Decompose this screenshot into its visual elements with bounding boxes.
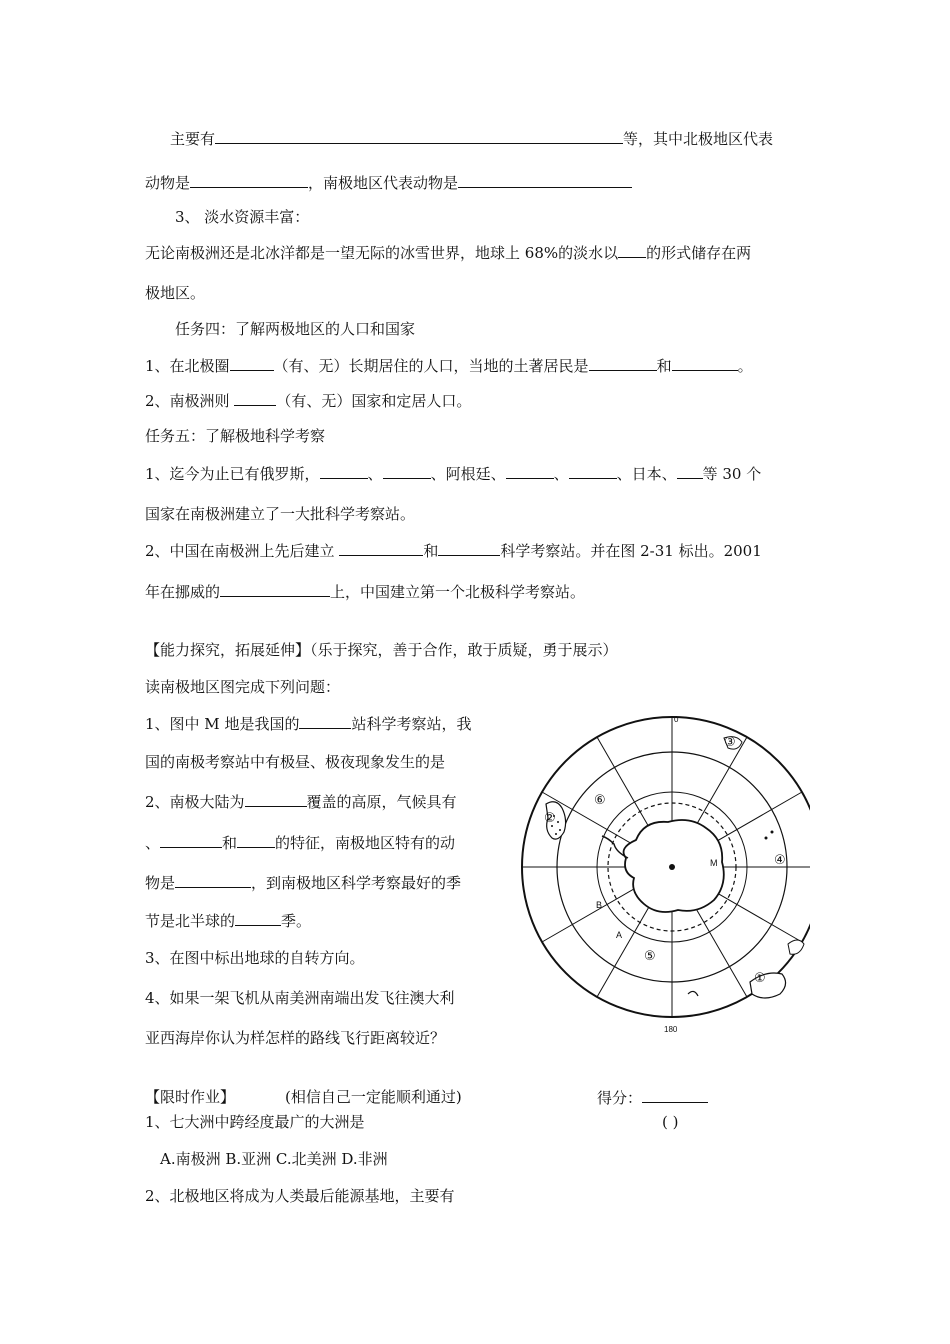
text: 、: [145, 834, 161, 852]
text: 、日本、: [616, 465, 677, 483]
task5-q1-cont: 国家在南极洲建立了一大批科学考察站。: [145, 505, 416, 523]
text: 的形式储存在两: [646, 244, 752, 262]
blank-norway-place[interactable]: [220, 581, 330, 597]
text: 季。: [281, 912, 312, 930]
text: 和: [222, 834, 238, 852]
task5-q2: [145, 540, 762, 561]
blank-antarctic-animal[interactable]: [458, 172, 632, 188]
text: 1、在北极圈: [145, 357, 230, 375]
score-label: 得分：: [597, 1089, 643, 1107]
island: [765, 837, 768, 840]
text: 节是北半球的: [145, 912, 236, 930]
text: 覆盖的高原，气候具有: [306, 793, 457, 811]
score-blank[interactable]: [642, 1087, 708, 1103]
text: 等，其中北极地区代表: [623, 130, 774, 148]
blank-station-1[interactable]: [339, 540, 423, 556]
text: （有、无）国家和定居人口。: [276, 392, 472, 410]
blank-animal[interactable]: [175, 872, 251, 888]
ability-q2-line2: [145, 832, 455, 853]
blank-m-station[interactable]: [299, 713, 351, 729]
text: 的特征，南极地区特有的动: [275, 834, 456, 852]
island-south: [688, 991, 698, 996]
blank-native-2[interactable]: [672, 355, 738, 371]
task4-q2: [145, 390, 471, 411]
blank-arctic-pop[interactable]: [230, 355, 274, 371]
label-a: A: [616, 930, 623, 940]
text: 动物是: [145, 174, 191, 192]
text: 等 30 个: [702, 465, 762, 483]
text: 站科学考察站，我: [351, 715, 472, 733]
label-circled-6: ⑥: [594, 793, 606, 808]
task4-heading: 任务四：了解两极地区的人口和国家: [175, 320, 416, 338]
text: 、: [367, 465, 383, 483]
homework-q1-options: A.南极洲 B.亚洲 C.北美洲 D.非洲: [160, 1150, 388, 1168]
text: 2、南极洲则: [145, 392, 235, 410]
blank-country-1[interactable]: [320, 463, 368, 479]
homework-q1: 1、七大洲中跨经度最广的大洲是: [145, 1113, 365, 1131]
text: 、阿根廷、: [430, 465, 506, 483]
blank-resources[interactable]: [215, 128, 623, 144]
label-m: M: [710, 858, 718, 868]
label-circled-3: ③: [724, 735, 736, 750]
ability-q1: [145, 713, 471, 734]
text: 无论南极洲还是北冰洋都是一望无际的冰雪世界，地球上 68%的淡水以: [145, 244, 619, 262]
label-circled-2: ②: [544, 811, 556, 826]
homework-q1-answer[interactable]: ( ): [662, 1113, 679, 1131]
blank-country-4[interactable]: [569, 463, 617, 479]
label-b: B: [596, 900, 603, 910]
blank-arctic-animal[interactable]: [190, 172, 308, 188]
text: （有、无）长期居住的人口，当地的土著居民是: [273, 357, 589, 375]
blank-covering[interactable]: [245, 791, 307, 807]
heading-fresh-water: 3、 淡水资源丰富：: [175, 208, 310, 226]
text: 主要有: [170, 130, 216, 148]
task5-q2-cont: [145, 581, 585, 602]
blank-antarctic-pop[interactable]: [234, 390, 276, 406]
ability-q1-cont: 国的南极考察站中有极昼、极夜现象发生的是: [145, 753, 446, 771]
ability-q4: 4、如果一架飞机从南美洲南端出发飞往澳大利: [145, 989, 455, 1007]
homework-score: [597, 1087, 708, 1108]
label-circled-1: ①: [754, 971, 766, 986]
homework-q2: 2、北极地区将成为人类最后能源基地，主要有: [145, 1187, 455, 1205]
antarctic-map[interactable]: [518, 712, 810, 1034]
text: 年在挪威的: [145, 583, 221, 601]
ability-q2-line4: [145, 910, 311, 931]
line-animals: [145, 172, 632, 193]
text: 物是: [145, 874, 176, 892]
blank-country-2[interactable]: [383, 463, 431, 479]
ability-q2: [145, 791, 457, 812]
new-zealand-fragment: [788, 940, 804, 954]
text: ，到南极地区科学考察最好的季: [251, 874, 462, 892]
ability-q2-line3: [145, 872, 461, 893]
blank-station-2[interactable]: [438, 540, 500, 556]
ability-heading: 【能力探究，拓展延伸】（乐于探究，善于合作，敢于质疑，勇于展示）: [145, 641, 618, 659]
text: 。: [737, 357, 753, 375]
task5-heading: 任务五：了解极地科学考察: [145, 427, 326, 445]
meridian-label-0: 0: [674, 715, 679, 724]
text: 1、图中 M 地是我国的: [145, 715, 300, 733]
antarctic-map-svg: [518, 712, 810, 1034]
read-instruction: 读南极地区图完成下列问题：: [145, 678, 341, 696]
label-circled-5: ⑤: [644, 949, 656, 964]
task4-q1: [145, 355, 753, 376]
homework-title: 【限时作业】: [145, 1088, 236, 1106]
meridian-label-180: 180: [664, 1025, 678, 1034]
line-fresh-water-cont: 极地区。: [145, 284, 206, 302]
text: 和: [656, 357, 672, 375]
text: 和: [423, 542, 439, 560]
label-circled-4: ④: [774, 853, 786, 868]
island: [771, 831, 774, 834]
text: 2、中国在南极洲上先后建立: [145, 542, 340, 560]
blank-season[interactable]: [235, 910, 281, 926]
task5-q1: [145, 463, 761, 484]
blank-climate-2[interactable]: [237, 832, 275, 848]
text: 2、南极大陆为: [145, 793, 245, 811]
south-pole-dot: [669, 864, 675, 870]
blank-native-1[interactable]: [589, 355, 657, 371]
text: 上，中国建立第一个北极科学考察站。: [330, 583, 586, 601]
ability-q3: 3、在图中标出地球的自转方向。: [145, 949, 365, 967]
text: ，南极地区代表动物是: [308, 174, 459, 192]
ability-q4-cont: 亚西海岸你认为样怎样的路线飞行距离较近？: [145, 1029, 446, 1047]
text: 科学考察站。并在图 2-31 标出。2001: [500, 542, 762, 560]
blank-water-form[interactable]: [618, 242, 646, 258]
homework-note: (相信自己一定能顺利通过): [285, 1088, 462, 1106]
blank-climate-1[interactable]: [160, 832, 222, 848]
text: 1、迄今为止已有俄罗斯，: [145, 465, 320, 483]
line-main-resources: [170, 128, 773, 149]
line-fresh-water: [145, 242, 751, 263]
blank-country-3[interactable]: [506, 463, 554, 479]
blank-country-5[interactable]: [677, 463, 703, 479]
text: 、: [553, 465, 569, 483]
